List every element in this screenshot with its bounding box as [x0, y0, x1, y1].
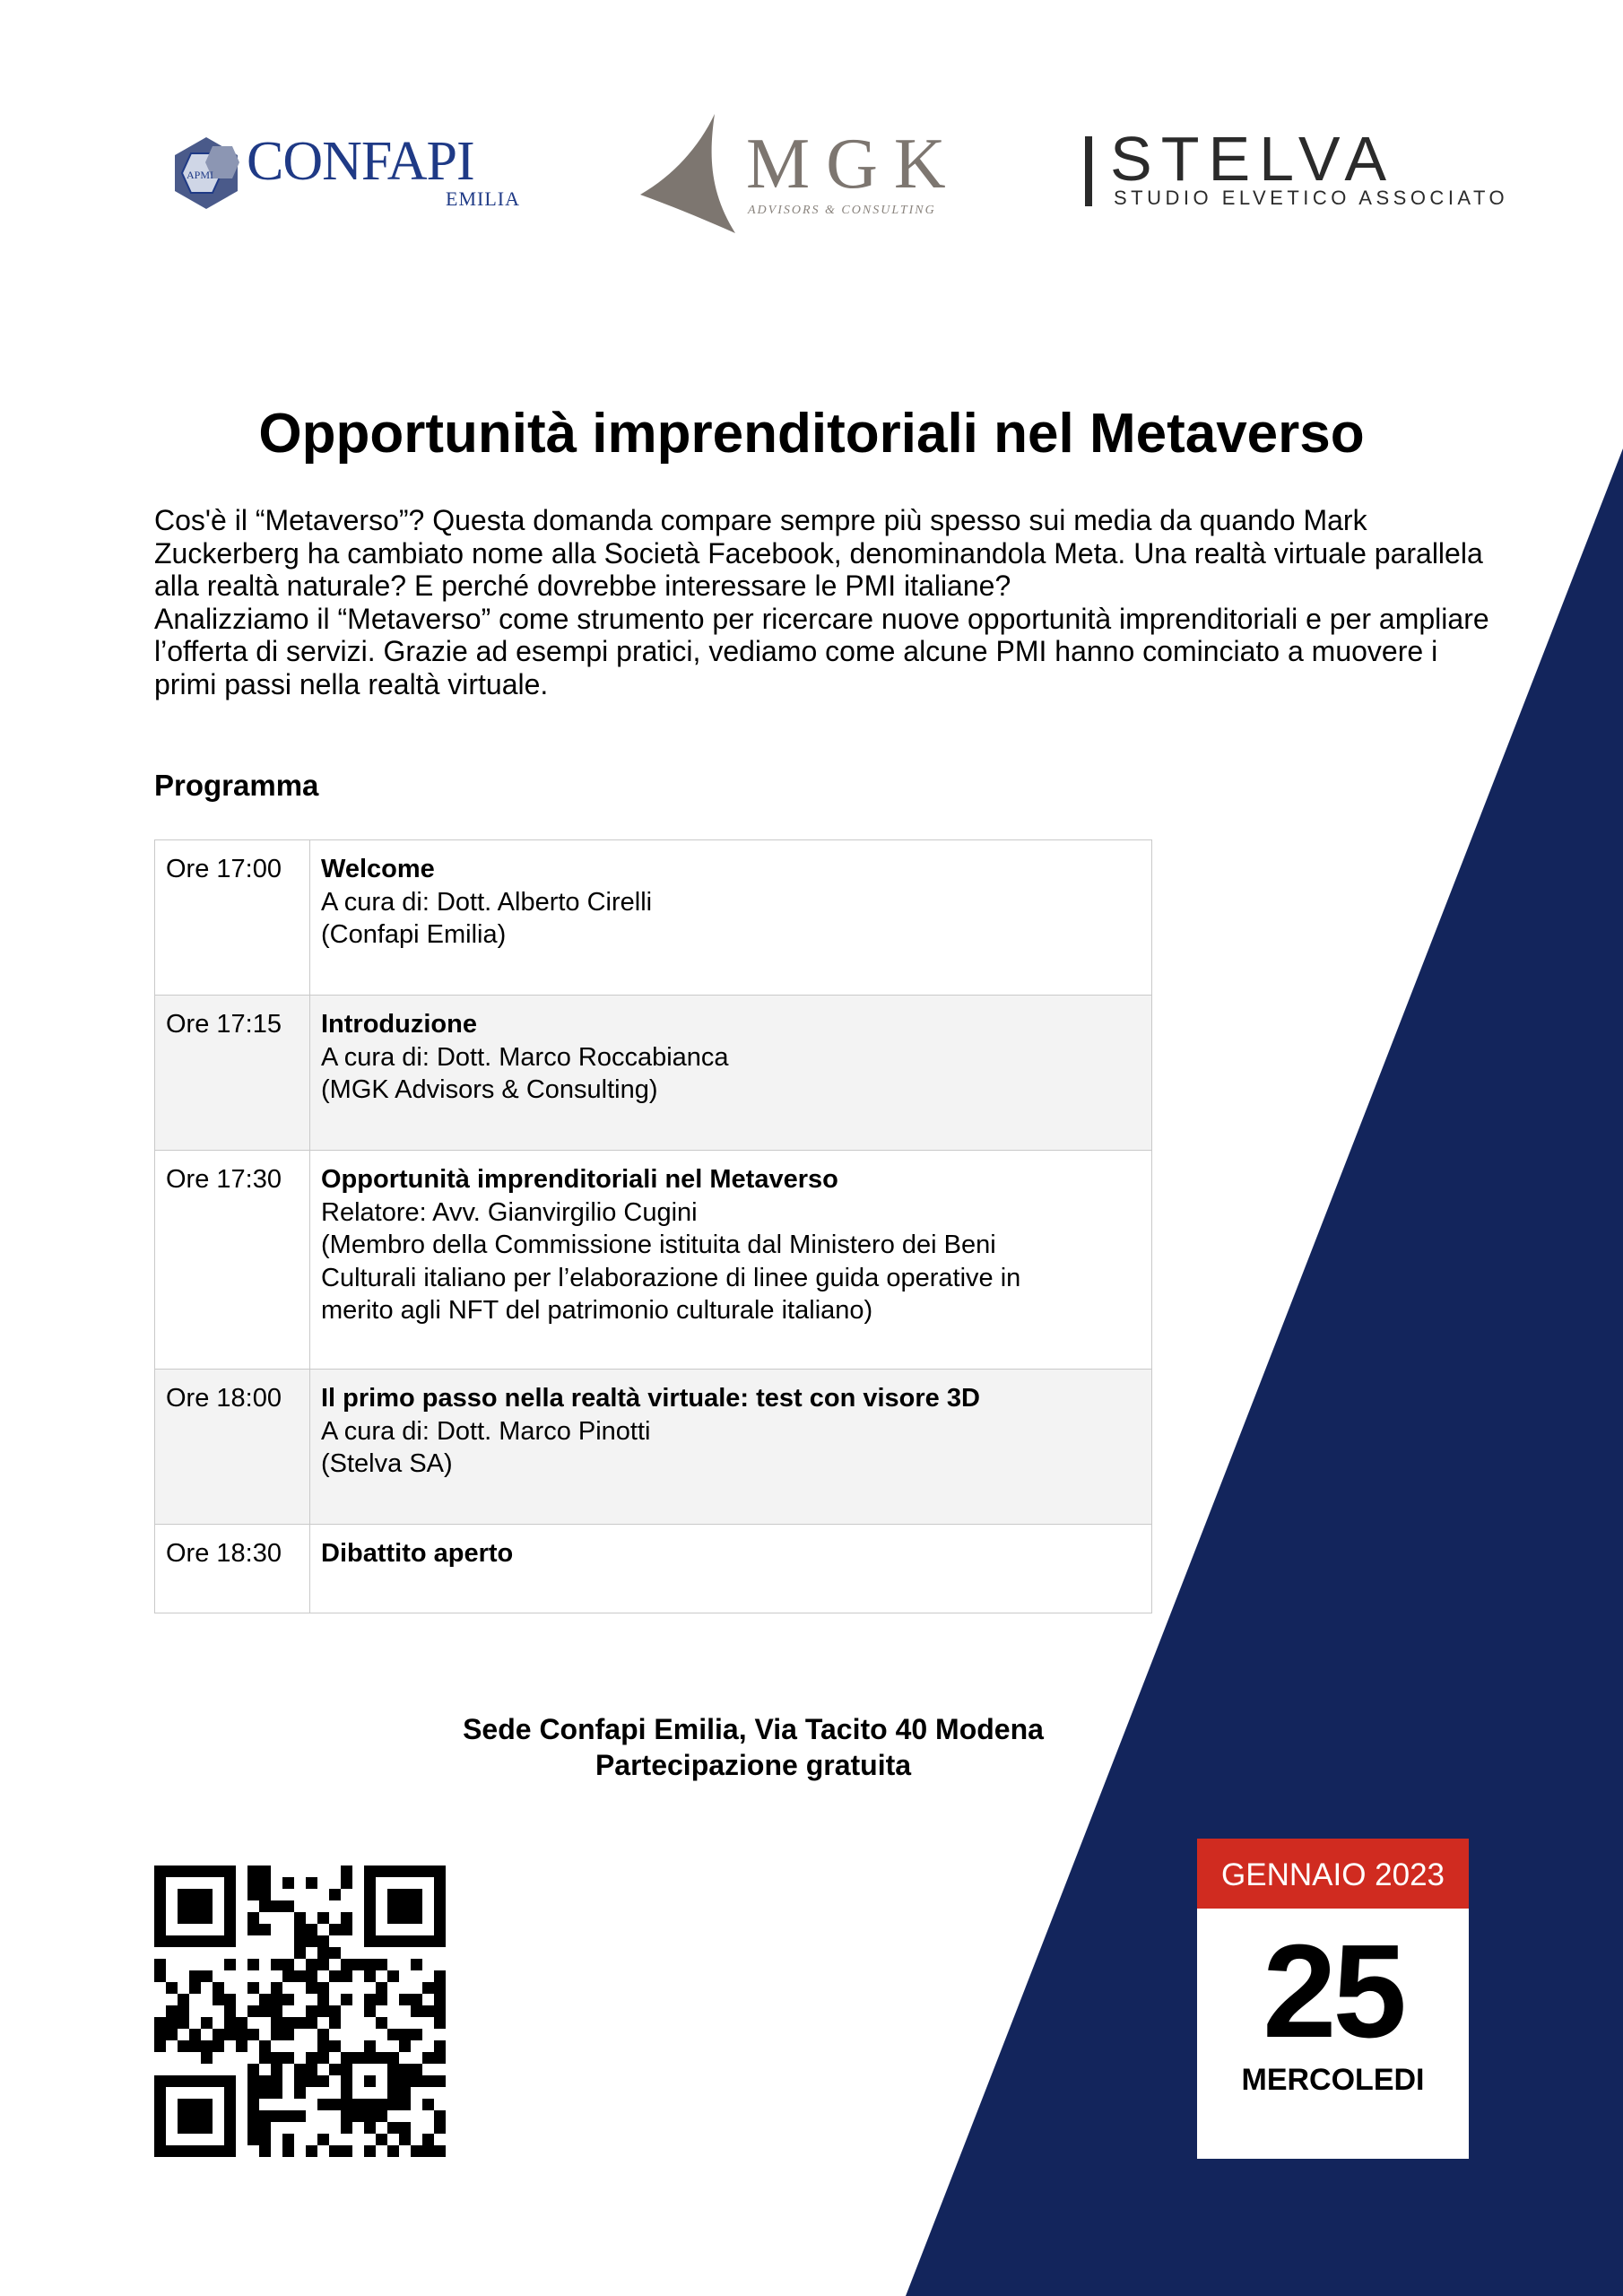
- programma-heading: Programma: [154, 769, 319, 802]
- agenda-item-line: merito agli NFT del patrimonio culturale italiano): [321, 1296, 873, 1325]
- stelva-logo-bar: [1085, 136, 1092, 206]
- intro-text: [154, 504, 1490, 700]
- confapi-emblem-icon: [166, 134, 247, 214]
- agenda-item-title: Il primo passo nella realtà virtuale: test con visore 3D: [321, 1384, 980, 1413]
- agenda-item-title: Opportunità imprenditoriali nel Metaverso: [321, 1165, 838, 1194]
- agenda-details: [310, 1151, 1152, 1370]
- agenda-item-title: Introduzione: [321, 1010, 477, 1039]
- stelva-logo-subtitle: STUDIO ELVETICO ASSOCIATO: [1114, 187, 1509, 209]
- agenda-item-title: Welcome: [321, 855, 435, 883]
- agenda-row: [155, 1370, 1152, 1525]
- agenda-row: [155, 1525, 1152, 1613]
- location-address: Sede Confapi Emilia, Via Tacito 40 Modena: [463, 1713, 1044, 1745]
- agenda-details: [310, 996, 1152, 1151]
- agenda-time: Ore 17:30: [155, 1151, 310, 1370]
- agenda-item-line: A cura di: Dott. Alberto Cirelli: [321, 887, 653, 917]
- calendar-weekday: MERCOLEDI: [1241, 2063, 1425, 2097]
- confapi-logo: [166, 130, 525, 220]
- agenda-time: Ore 17:15: [155, 996, 310, 1151]
- agenda-item-line: (Stelva SA): [321, 1449, 453, 1478]
- stelva-logo-text: STELVA: [1110, 124, 1396, 194]
- agenda-item-line: A cura di: Dott. Marco Roccabianca: [321, 1042, 729, 1072]
- agenda-details: [310, 1370, 1152, 1525]
- agenda-row: [155, 1151, 1152, 1370]
- participation-note: Partecipazione gratuita: [595, 1749, 912, 1781]
- intro-paragraph: Cos'è il “Metaverso”? Questa domanda compare sempre più spesso sui media da quando Mark Zuckerberg ha cambiato nome alla Società Facebook, denominandola Meta. Una realtà virtuale parallela alla realtà naturale? E perché dovrebbe interessare le PMI italiane?: [154, 504, 1483, 602]
- agenda-item-line: Culturali italiano per l’elaborazione di linee guida operative in: [321, 1263, 1021, 1292]
- mgk-sail-icon: [638, 112, 746, 238]
- stelva-logo: [1085, 124, 1509, 213]
- mgk-logo-text: MGK: [746, 125, 962, 204]
- agenda-item-title: Dibattito aperto: [321, 1539, 514, 1568]
- mgk-logo-subtitle: ADVISORS & CONSULTING: [748, 204, 936, 217]
- agenda-item-line: (MGK Advisors & Consulting): [321, 1075, 658, 1104]
- agenda-row: [155, 996, 1152, 1151]
- qr-code-icon[interactable]: [154, 1866, 446, 2157]
- agenda-item-line: Relatore: Avv. Gianvirgilio Cugini: [321, 1197, 698, 1227]
- agenda-item-line: A cura di: Dott. Marco Pinotti: [321, 1416, 651, 1446]
- agenda-time: Ore 18:30: [155, 1525, 310, 1613]
- agenda-item-line: (Confapi Emilia): [321, 920, 507, 949]
- agenda-details: [310, 840, 1152, 996]
- agenda-row: [155, 840, 1152, 996]
- calendar-month: GENNAIO 2023: [1197, 1839, 1469, 1909]
- intro-paragraph: Analizziamo il “Metaverso” come strumento per ricercare nuove opportunità imprenditoriali e per ampliare l’offerta di servizi. Grazie ad esempi pratici, vediamo come alcune PMI hanno cominciato a muovere i primi passi nella realtà virtuale.: [154, 602, 1489, 700]
- calendar-day: 25: [1263, 1918, 1403, 2066]
- calendar-date-badge: [1197, 1839, 1469, 2159]
- agenda-time: Ore 18:00: [155, 1370, 310, 1525]
- agenda-item-line: (Membro della Commissione istituita dal Ministero dei Beni: [321, 1231, 996, 1259]
- agenda-table: [154, 839, 1152, 1613]
- mgk-logo: [638, 112, 962, 238]
- agenda-time: Ore 17:00: [155, 840, 310, 996]
- confapi-badge-text: APMI: [186, 169, 214, 181]
- page-title: Opportunità imprenditoriali nel Metaverso: [258, 403, 1365, 465]
- confapi-logo-subtitle: EMILIA: [446, 187, 520, 210]
- agenda-details: [310, 1525, 1152, 1613]
- event-location: [395, 1711, 1112, 1783]
- confapi-logo-text: CONFAPI: [247, 131, 474, 192]
